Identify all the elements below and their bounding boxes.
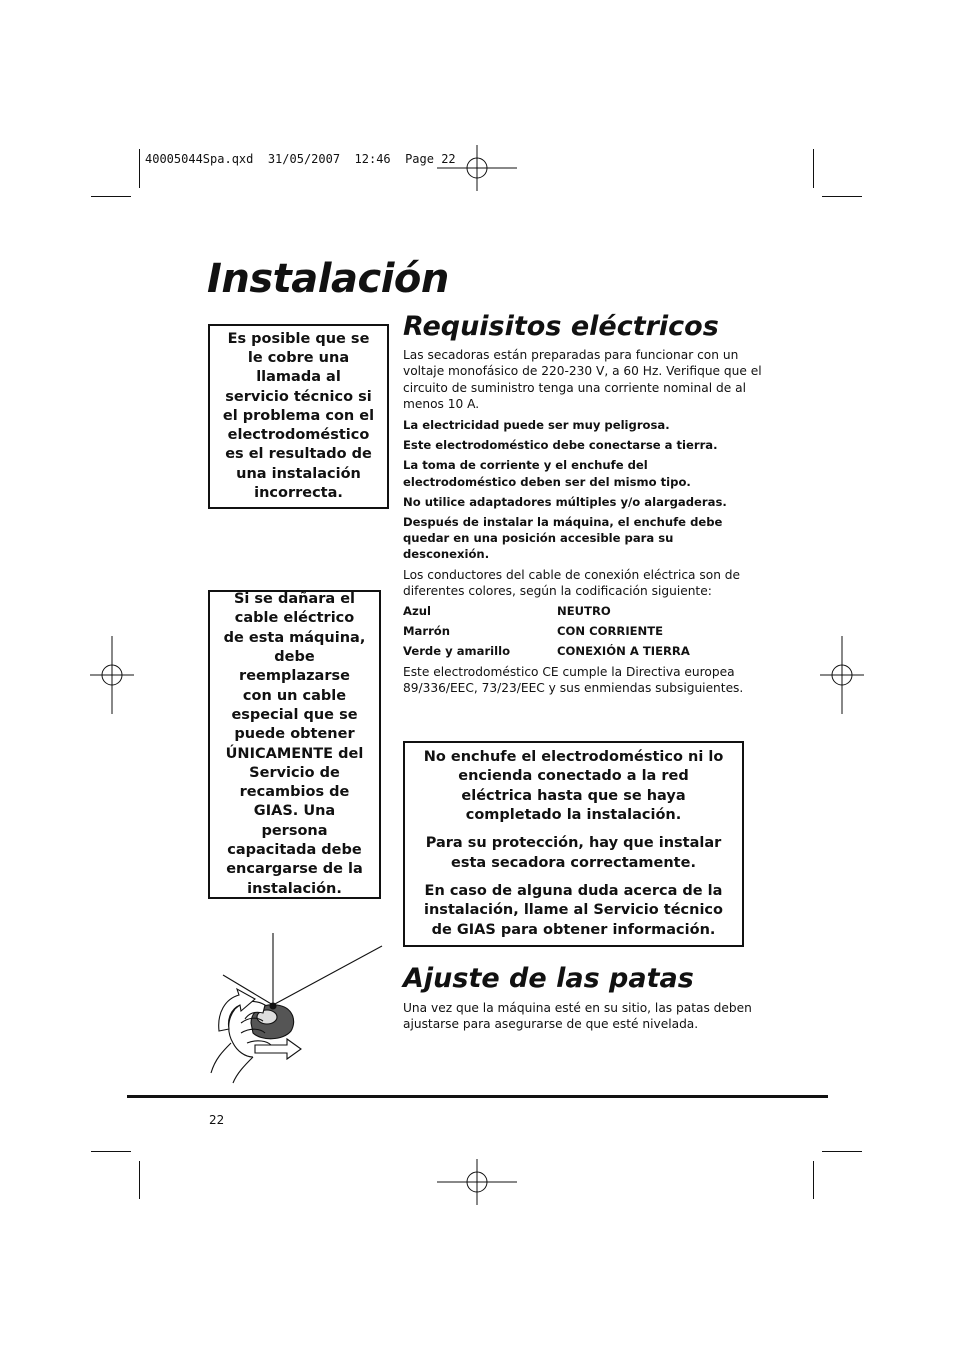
warning-line: La toma de corriente y el enchufe del electrodoméstico deben ser del mismo tipo. [403,458,691,489]
conductors-intro: Los conductores del cable de conexión eléctrica son de diferentes colores, según la codificación siguiente: [403,567,741,598]
electrical-intro: Las secadoras están preparadas para funcionar con un voltaje monofásico de 220-230 V, a 60 Hz. Verifique que el circuito de suministro tenga una corriente nominal de al menos 10 A. [403,348,762,411]
foot-adjustment-illustration [205,933,385,1085]
feet-section [403,963,763,1037]
incorrect-installation-notice [208,324,389,509]
warning-line: No utilice adaptadores múltiples y/o alargaderas. [403,494,727,509]
warning-paragraph: Para su protección, hay que instalar esta secadora correctamente. [425,835,722,871]
wire-meaning: NEUTRO [557,604,611,619]
compliance-text: Este electrodoméstico CE cumple la Directiva europea 89/336/EEC, 73/23/EEC y sus enmiendas subsiguientes. [403,664,744,695]
warning-line: Después de instalar la máquina, el enchufe debe quedar en una posición accesible para su desconexión. [403,515,723,562]
warning-paragraph: No enchufe el electrodoméstico ni lo encienda conectado a la red eléctrica hasta que se haya completado la instalación. [423,749,724,824]
registration-mark-bottom [437,1159,517,1205]
section-heading-feet: Ajuste de las patas [403,963,694,994]
wire-color: Marrón [403,624,451,639]
section-heading-electrical: Requisitos eléctricos [403,311,719,342]
registration-mark-left [90,636,134,714]
footer-rule [127,1095,828,1098]
warning-paragraph: En caso de alguna duda acerca de la instalación, llame al Servicio técnico de GIAS para obtener información. [424,882,723,938]
registration-mark-right [820,636,864,714]
wire-color-table [403,603,763,660]
feet-text: Una vez que la máquina esté en su sitio, las patas deben ajustarse para asegurarse de que esté nivelada. [403,1001,752,1032]
power-cable-notice [208,590,381,899]
notice-text: Si se dañara el cable eléctrico de esta máquina, debe reemplazarse con un cable especial que se puede obtener ÚNICAMENTE del Servicio de recambios de GIAS. Una persona capacitada debe encargarse de la instalación. [223,591,366,897]
installation-warning-box [403,741,744,947]
print-slug: 40005044Spa.qxd 31/05/2007 12:46 Page 22 [145,152,456,166]
warning-line: La electricidad puede ser muy peligrosa. [403,418,670,433]
wire-meaning: CONEXIÓN A TIERRA [557,644,690,659]
notice-text: Es posible que se le cobre una llamada al servicio técnico si el problema con el electrodoméstico es el resultado de una instalación incorrecta. [222,330,375,502]
page-number: 22 [209,1113,225,1127]
wire-color: Verde y amarillo [403,644,511,659]
electrical-section [403,311,763,700]
wire-meaning: CON CORRIENTE [557,624,664,639]
page-title: Instalación [207,256,449,302]
warning-line: Este electrodoméstico debe conectarse a tierra. [403,438,718,453]
wire-color: Azul [403,604,431,619]
